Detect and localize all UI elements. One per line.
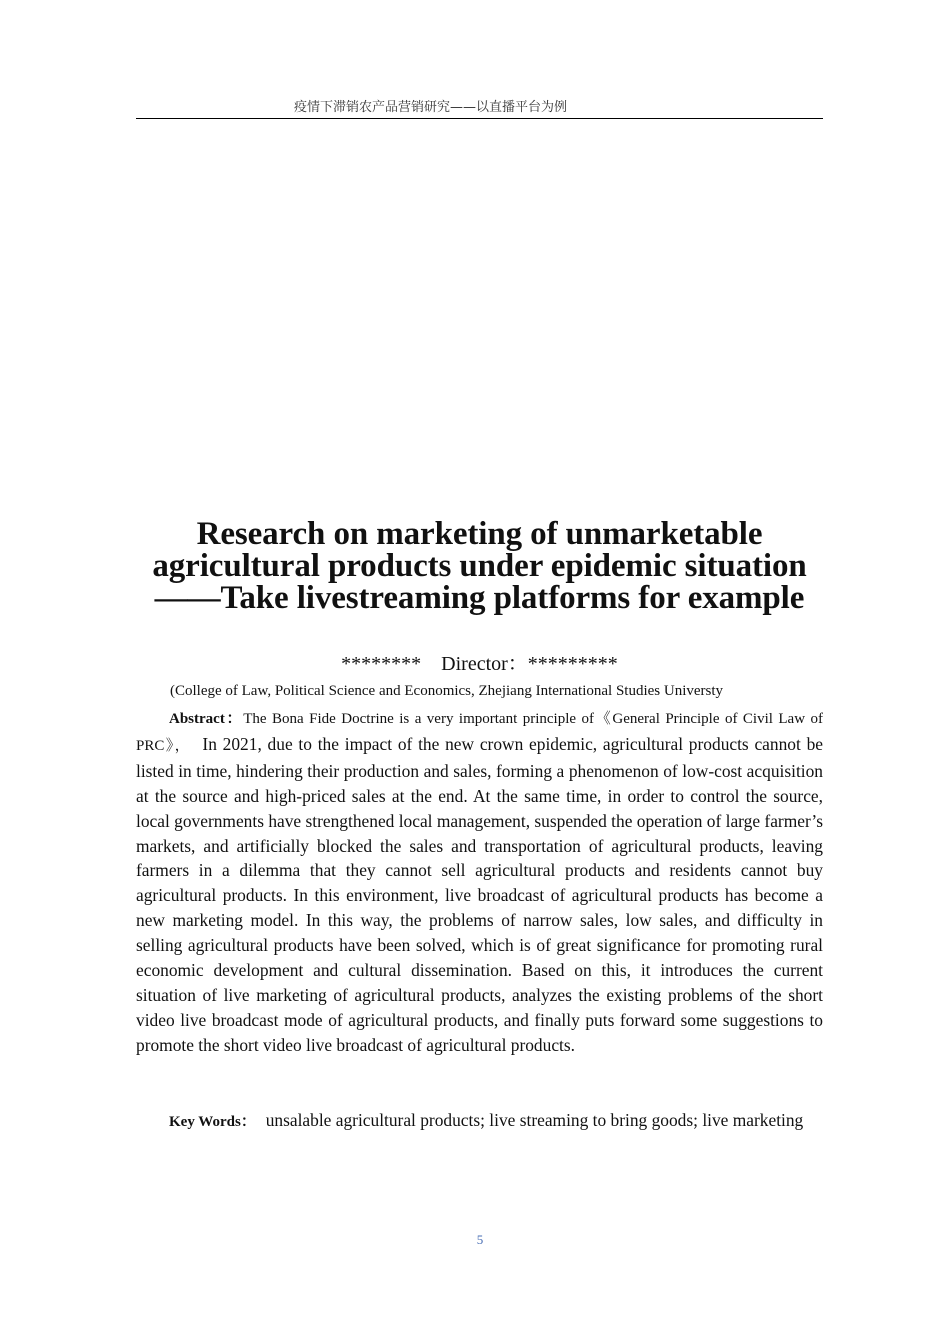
keywords-paragraph [136,1104,823,1138]
page-number: 5 [476,1232,484,1247]
abstract-label: Abstract： [169,711,244,727]
running-header [136,100,823,119]
keywords-text: unsalable agricultural products; live streaming to bring goods; live marketing [248,1110,804,1130]
keywords-label: Key Words： [169,1114,249,1130]
abstract-lead: The Bona Fide Doctrine is a very important principle of《General Principle of Civil Law of PRC》， [136,711,823,754]
abstract-body: In 2021, due to the impact of the new crown epidemic, agricultural products cannot be listed in time, hindering their production and sales, forming a phenomenon of low-cost acquisition at the source and high-priced sales at the end. At the same time, in order to control the source, local governments have strengthened local management, suspended the operation of large farmer’s markets, and artificially blocked the sales and transportation of agricultural products, leaving farmers in a dilemma that they cannot sell agricultural products and residents cannot buy agricultural products. In this environment, live broadcast of agricultural products has become a new marketing model. In this way, the problems of narrow sales, low sales, and difficulty in selling agricultural products have been solved, which is of great significance for promoting rural economic development and cultural dissemination. Based on this, it introduces the current situation of live marketing of agricultural products, analyzes the existing problems of the short video live broadcast mode of agricultural products, and finally puts forward some suggestions to promote the short video live broadcast of agricultural products. [136,733,824,1055]
abstract-paragraph [136,705,823,1058]
paper-title: Research on marketing of unmarketable agricultural products under epidemic situation——Take livestreaming platforms for example [152,516,807,616]
authors-line: ******** Director：********* [341,653,618,675]
running-header-title: 疫情下滞销农产品营销研究——以直播平台为例 [294,100,568,115]
affiliation: (College of Law, Political Science and Economics, Zhejiang International Studies Universty [170,683,724,699]
